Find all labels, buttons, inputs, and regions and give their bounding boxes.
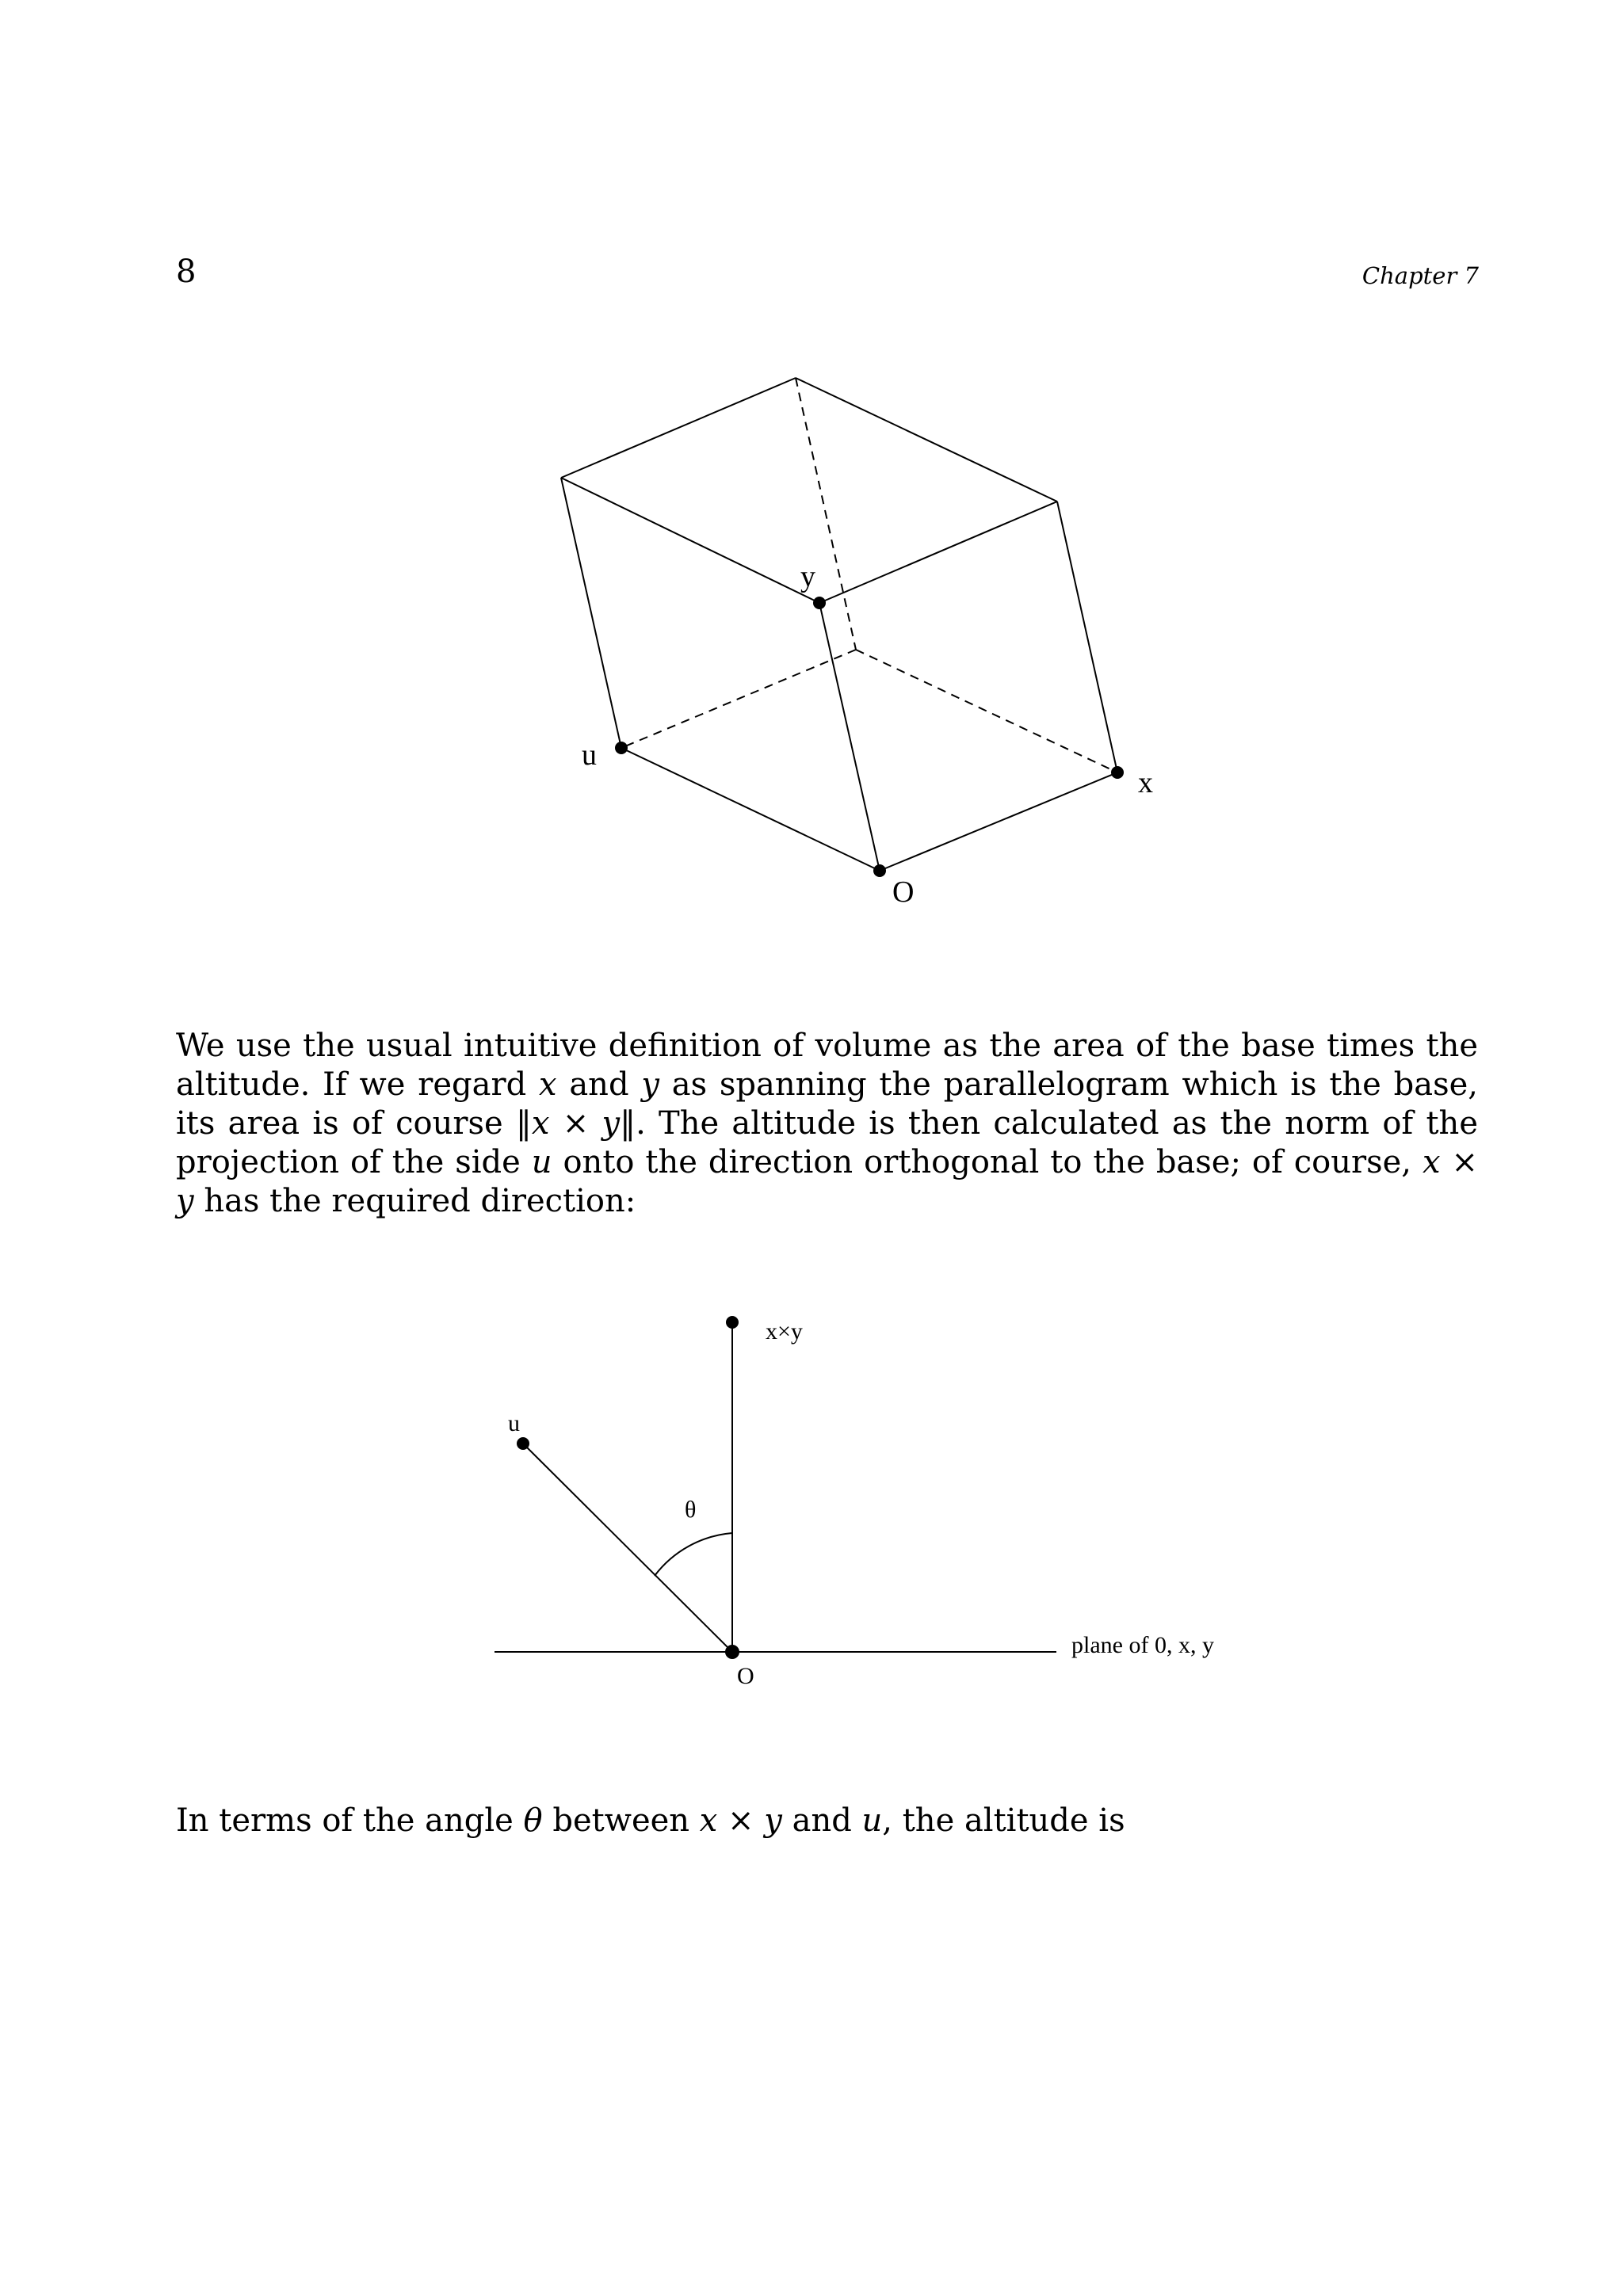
top-edge-left	[561, 378, 796, 478]
math-x: x	[538, 1066, 557, 1103]
text-run: onto the direction orthogonal to the base; of course,	[552, 1144, 1423, 1180]
label-plane: plane of 0, x, y	[1071, 1632, 1214, 1658]
point-x	[1111, 766, 1124, 779]
paragraph-volume-definition	[176, 1027, 1478, 1221]
text-run: and	[781, 1802, 862, 1839]
label-origin: O	[737, 1663, 754, 1689]
bottom-edge-right	[880, 772, 1117, 871]
text-run: In terms of the angle	[176, 1802, 524, 1839]
math-y: y	[641, 1066, 659, 1103]
running-head: Chapter 7	[1361, 262, 1479, 289]
paragraph-altitude	[176, 1802, 1478, 1840]
math-cross: x × y	[699, 1802, 782, 1839]
theta-arc	[655, 1533, 732, 1576]
math-theta: θ	[523, 1802, 543, 1839]
math-norm: ‖x × y‖	[515, 1105, 636, 1142]
text-run: has the required direction:	[193, 1183, 636, 1219]
text-run: We use the usual intuitive definition of volume as the area of the base times the altitude. If we regard	[176, 1028, 1478, 1103]
vertical-edge-front	[819, 603, 880, 871]
point-origin	[725, 1645, 739, 1659]
label-y: y	[800, 560, 815, 593]
math-cross: x × y	[176, 1144, 1478, 1219]
math-u: u	[861, 1802, 883, 1839]
text-run: , the altitude is	[882, 1802, 1125, 1839]
label-u: u	[582, 738, 597, 772]
math-u: u	[531, 1144, 552, 1180]
label-u: u	[508, 1410, 520, 1436]
text-run: and	[556, 1066, 642, 1103]
point-o	[873, 864, 886, 877]
page-number: 8	[176, 254, 197, 290]
label-x: x	[1138, 766, 1153, 799]
vertical-edge-right	[1057, 502, 1117, 772]
top-edge-right	[796, 378, 1057, 502]
top-edge-front-left	[561, 478, 819, 603]
vertical-edge-left	[561, 478, 621, 748]
label-o: O	[892, 875, 915, 909]
point-u	[517, 1437, 529, 1450]
text-run: . The altitude is then calculated as the norm of the projection of the side	[176, 1105, 1478, 1180]
top-edge-front-right	[819, 502, 1057, 603]
text-run: as spanning the parallelogram which is the base, its area is of course	[176, 1066, 1479, 1142]
bottom-edge-left	[621, 748, 880, 871]
text-run: between	[542, 1802, 700, 1839]
point-y	[813, 597, 826, 609]
point-cross	[726, 1316, 739, 1329]
hidden-edge-left	[621, 650, 856, 748]
point-u	[615, 742, 628, 754]
hidden-edge-right	[856, 650, 1117, 772]
hidden-edge-vertical	[796, 378, 856, 650]
label-theta: θ	[685, 1497, 697, 1523]
u-line	[523, 1444, 732, 1652]
label-cross: x×y	[766, 1318, 803, 1344]
